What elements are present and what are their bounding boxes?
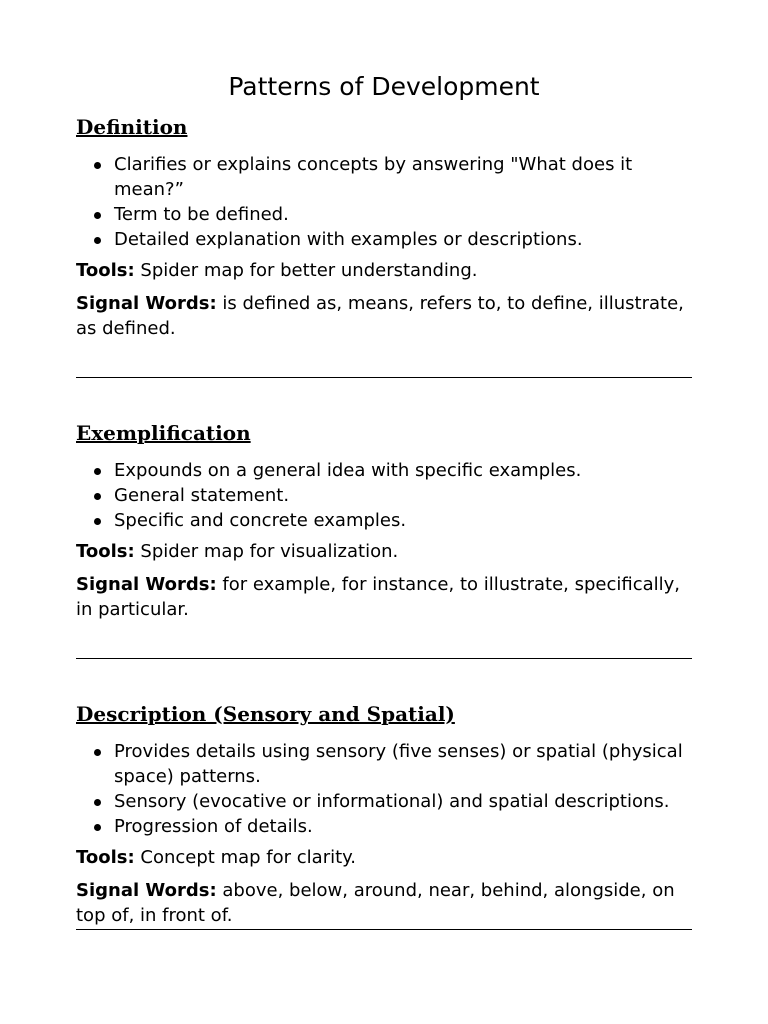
tools-line xyxy=(76,539,692,564)
signal-words-text: for example, for instance, to illustrate, specifically, in particular. xyxy=(76,574,681,620)
tools-label: Tools: xyxy=(76,541,135,562)
section-definition xyxy=(76,114,692,341)
list-item: Clarifies or explains concepts by answering "What does it mean?” xyxy=(114,152,692,202)
signal-words-text: above, below, around, near, behind, alongside, on top of, in front of. xyxy=(76,880,675,926)
tools-text: Concept map for clarity. xyxy=(134,847,356,868)
section-heading: Exemplification xyxy=(76,421,251,445)
bullet-list xyxy=(76,739,692,839)
tools-label: Tools: xyxy=(76,847,135,868)
section-divider xyxy=(76,377,692,378)
section-description xyxy=(76,701,692,928)
list-item: Term to be defined. xyxy=(114,202,692,227)
section-divider xyxy=(76,929,692,930)
document-page xyxy=(76,70,692,930)
list-item: Provides details using sensory (five senses) or spatial (physical space) patterns. xyxy=(114,739,692,789)
list-item: Progression of details. xyxy=(114,814,692,839)
signal-words-label: Signal Words: xyxy=(76,880,217,901)
tools-line xyxy=(76,258,692,283)
tools-label: Tools: xyxy=(76,260,135,281)
section-heading: Definition xyxy=(76,115,188,139)
tools-text: Spider map for better understanding. xyxy=(134,260,478,281)
signal-words-text: is defined as, means, refers to, to define, illustrate, as defined. xyxy=(76,293,684,339)
signal-words-line xyxy=(76,878,692,928)
tools-text: Spider map for visualization. xyxy=(134,541,399,562)
list-item: Expounds on a general idea with specific examples. xyxy=(114,458,692,483)
bullet-list xyxy=(76,458,692,533)
section-heading: Description (Sensory and Spatial) xyxy=(76,702,455,726)
signal-words-line xyxy=(76,572,692,622)
document-title: Patterns of Development xyxy=(228,72,540,101)
list-item: Detailed explanation with examples or descriptions. xyxy=(114,227,692,252)
signal-words-line xyxy=(76,291,692,341)
list-item: Sensory (evocative or informational) and spatial descriptions. xyxy=(114,789,692,814)
section-divider xyxy=(76,658,692,659)
tools-line xyxy=(76,845,692,870)
list-item: General statement. xyxy=(114,483,692,508)
signal-words-label: Signal Words: xyxy=(76,574,217,595)
section-exemplification xyxy=(76,420,692,622)
signal-words-label: Signal Words: xyxy=(76,293,217,314)
list-item: Specific and concrete examples. xyxy=(114,508,692,533)
bullet-list xyxy=(76,152,692,252)
